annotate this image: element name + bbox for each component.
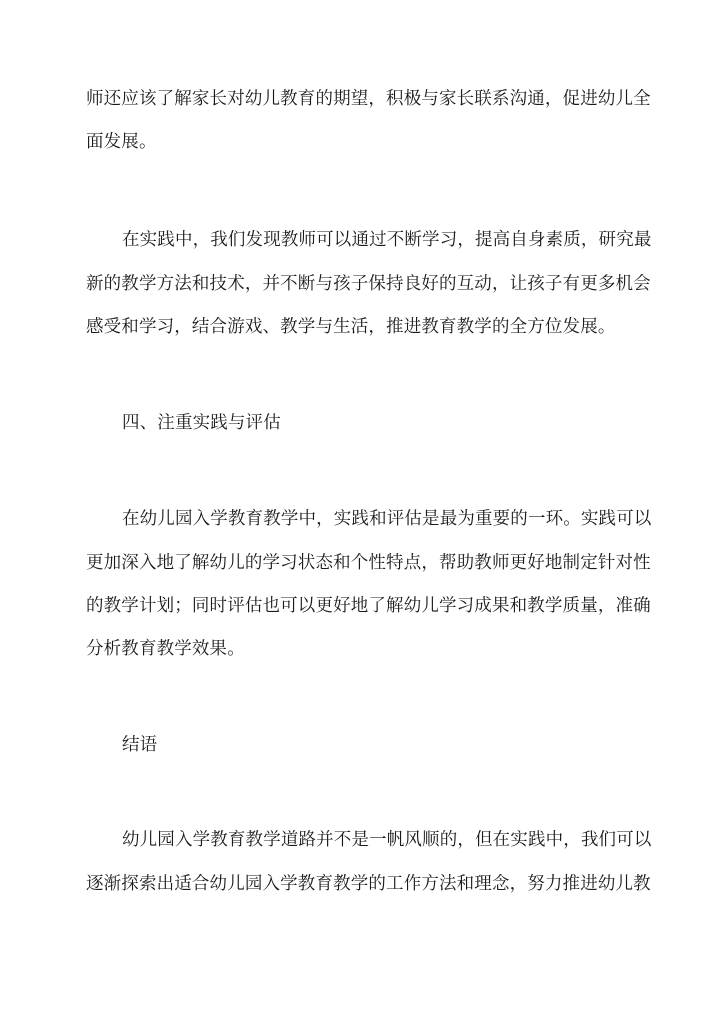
paragraph-line: 新的教学方法和技术，并不断与孩子保持良好的互动，让孩子有更多机会 <box>86 274 651 294</box>
section-heading: 四、注重实践与评估 <box>122 413 281 433</box>
paragraph-line: 幼儿园入学教育教学道路并不是一帆风顺的，但在实践中，我们可以 <box>122 830 652 850</box>
paragraph-line: 逐渐探索出适合幼儿园入学教育教学的工作方法和理念，努力推进幼儿教 <box>86 874 651 894</box>
paragraph-line: 在幼儿园入学教育教学中，实践和评估是最为重要的一环。实践可以 <box>122 509 652 529</box>
conclusion-heading: 结语 <box>122 735 158 755</box>
paragraph-line: 在实践中，我们发现教师可以通过不断学习，提高自身素质，研究最 <box>122 230 652 250</box>
paragraph-line: 分析教育教学效果。 <box>86 639 245 659</box>
paragraph-line: 师还应该了解家长对幼儿教育的期望，积极与家长联系沟通，促进幼儿全 <box>86 89 651 109</box>
paragraph-line: 的教学计划；同时评估也可以更好地了解幼儿学习成果和教学质量，准确 <box>86 596 651 616</box>
paragraph-line: 更加深入地了解幼儿的学习状态和个性特点，帮助教师更好地制定针对性 <box>86 553 651 573</box>
paragraph-line: 感受和学习，结合游戏、教学与生活，推进教育教学的全方位发展。 <box>86 317 616 337</box>
paragraph-line: 面发展。 <box>86 132 157 152</box>
